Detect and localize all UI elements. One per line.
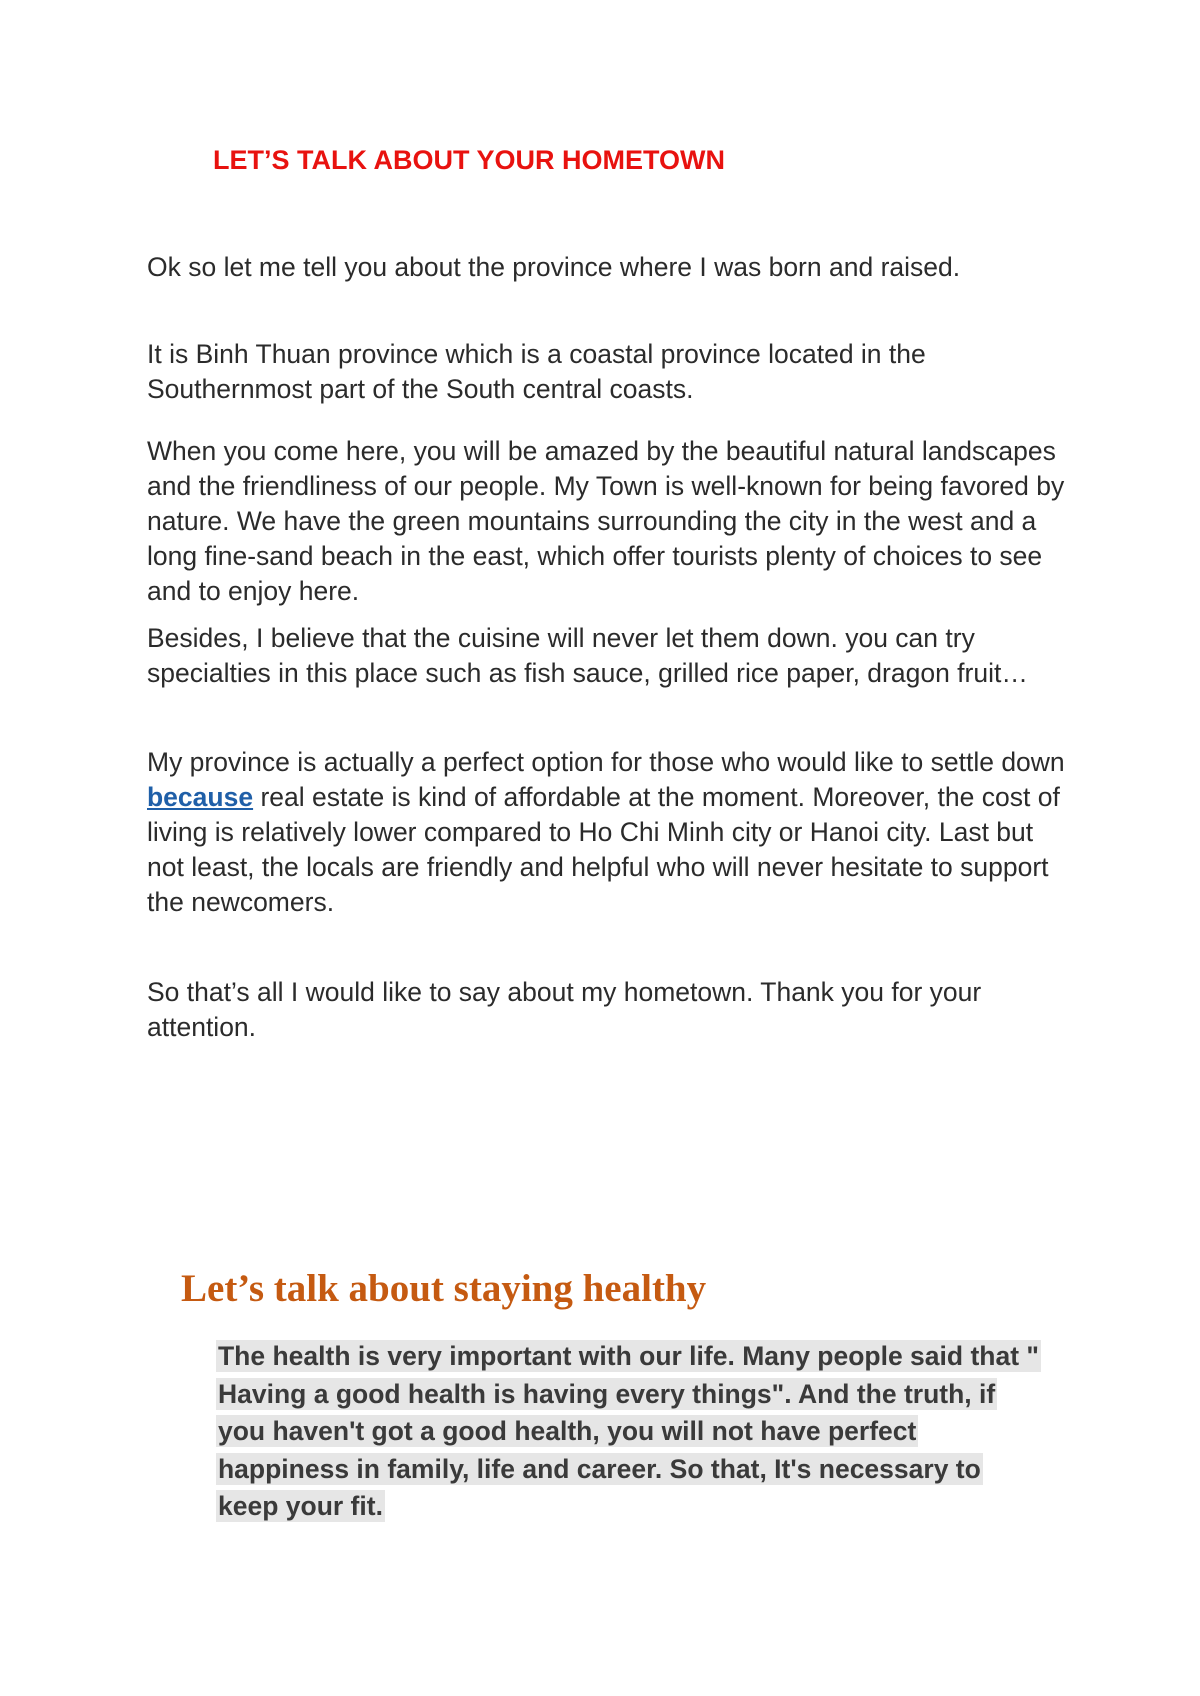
paragraph-text: It is Binh Thuan province which is a coastal province located in the Southernmost part of the South central coasts. — [147, 339, 926, 404]
paragraph-text-before-link: My province is actually a perfect option for those who would like to settle down — [147, 747, 1065, 777]
paragraph-text — [147, 745, 1077, 920]
healthy-title-bold: staying healthy — [453, 1267, 707, 1310]
because-link[interactable]: because — [147, 782, 254, 812]
paragraph-binh-thuan — [147, 337, 1077, 407]
paragraph-text-after-link: real estate is kind of affordable at the moment. Moreover, the cost of living is relatively lower compared to Ho Chi Minh city or Hanoi city. Last but not least, the locals are friendly and helpful who will never hesitate to support the newcomers. — [147, 782, 1060, 917]
health-paragraph — [216, 1338, 1046, 1526]
health-paragraph-text: The health is very important with our life. Many people said that " Having a good health is having every things". And the truth, if you haven't got a good health, you will not have perfect happiness in family, life and career. So that, It's necessary to keep your fit. — [218, 1341, 1039, 1521]
paragraph-born-raised — [147, 250, 1077, 285]
paragraph-cuisine — [147, 621, 1077, 691]
paragraph-settle-down — [147, 745, 1077, 920]
paragraph-text: When you come here, you will be amazed by the beautiful natural landscapes and the friendliness of our people. My Town is well-known for being favored by nature. We have the green mountains surrounding the city in the west and a long fine-sand beach in the east, which offer tourists plenty of choices to see and to enjoy here. — [147, 436, 1065, 606]
paragraph-landscapes — [147, 434, 1077, 609]
paragraph-text: So that’s all I would like to say about my hometown. Thank you for your attention. — [147, 977, 982, 1042]
hometown-title: LET’S TALK ABOUT YOUR HOMETOWN — [213, 145, 725, 175]
healthy-title-regular: Let’s talk about — [181, 1267, 454, 1310]
paragraph-text: Besides, I believe that the cuisine will never let them down. you can try specialties in this place such as fish sauce, grilled rice paper, dragon fruit… — [147, 623, 1028, 688]
paragraph-closing — [147, 975, 1077, 1045]
paragraph-text: Ok so let me tell you about the province where I was born and raised. — [147, 252, 961, 282]
healthy-title — [181, 1266, 706, 1311]
